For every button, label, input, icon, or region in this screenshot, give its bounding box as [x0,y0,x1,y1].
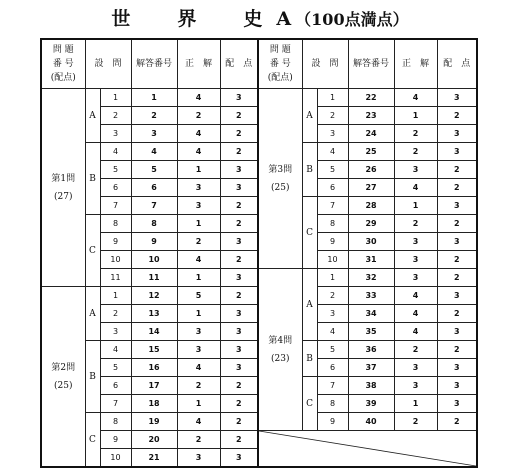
header-answer-number-right: 解答番号 [348,39,394,89]
setsumon-number: 10 [317,251,348,269]
question-label: 第4問 [268,335,293,346]
header-correct-right: 正 解 [394,39,437,89]
question-label: 第2問 [51,362,76,373]
section-label: C [85,413,100,468]
answer-number: 32 [348,269,394,287]
setsumon-number: 8 [317,395,348,413]
answer-number: 7 [131,197,177,215]
points-value: 3 [220,179,258,197]
question-score: (25) [54,380,73,391]
table-row [41,89,477,107]
answer-number: 40 [348,413,394,431]
points-value: 3 [220,305,258,323]
points-value: 3 [220,89,258,107]
question-label-cell [258,269,302,431]
setsumon-number: 7 [100,197,131,215]
answer-number: 37 [348,359,394,377]
correct-answer: 4 [394,179,437,197]
answer-number: 21 [131,449,177,468]
answer-number: 29 [348,215,394,233]
section-label: C [85,215,100,287]
correct-answer: 1 [394,197,437,215]
header-question-line: (配点) [267,73,293,83]
correct-answer: 5 [177,287,220,305]
correct-answer: 3 [394,251,437,269]
question-label-cell [258,89,302,269]
points-value: 3 [437,377,477,395]
diagonal-slash [259,431,476,466]
points-value: 2 [437,215,477,233]
points-value: 2 [220,431,258,449]
points-value: 2 [220,413,258,431]
answer-number: 19 [131,413,177,431]
points-value: 2 [437,179,477,197]
header-points-left: 配 点 [220,39,258,89]
setsumon-number: 9 [100,233,131,251]
answer-number: 10 [131,251,177,269]
table-header-row [41,39,477,89]
correct-answer: 4 [177,413,220,431]
setsumon-number: 6 [317,179,348,197]
header-setsumon-right: 設 問 [302,39,348,89]
setsumon-number: 10 [100,251,131,269]
points-value: 2 [220,377,258,395]
points-value: 3 [437,143,477,161]
header-question-number-right [258,39,302,89]
points-value: 3 [437,287,477,305]
answer-number: 31 [348,251,394,269]
setsumon-number: 5 [100,359,131,377]
correct-answer: 1 [177,395,220,413]
setsumon-number: 6 [100,377,131,395]
answer-number: 38 [348,377,394,395]
answer-number: 17 [131,377,177,395]
correct-answer: 2 [177,377,220,395]
points-value: 2 [220,143,258,161]
answer-number: 39 [348,395,394,413]
setsumon-number: 3 [100,125,131,143]
setsumon-number: 1 [100,89,131,107]
question-label: 第1問 [51,173,76,184]
setsumon-number: 3 [317,305,348,323]
correct-answer: 2 [394,341,437,359]
header-question-number-left [41,39,85,89]
answer-number: 9 [131,233,177,251]
correct-answer: 3 [177,449,220,468]
setsumon-number: 9 [100,431,131,449]
correct-answer: 2 [177,107,220,125]
answer-number: 14 [131,323,177,341]
answer-number: 12 [131,287,177,305]
correct-answer: 4 [394,323,437,341]
answer-number: 5 [131,161,177,179]
section-label: B [85,341,100,413]
points-value: 2 [437,251,477,269]
setsumon-number: 5 [317,341,348,359]
correct-answer: 1 [177,215,220,233]
correct-answer: 3 [394,269,437,287]
table-row [41,431,477,449]
correct-answer: 4 [177,89,220,107]
correct-answer: 3 [394,233,437,251]
correct-answer: 1 [177,305,220,323]
title-subject: 世 界 史 [111,8,277,30]
header-question-line: (配点) [50,73,76,83]
points-value: 2 [220,215,258,233]
points-value: 3 [437,89,477,107]
title-points: （100点満点） [295,10,409,29]
answer-number: 16 [131,359,177,377]
setsumon-number: 7 [100,395,131,413]
points-value: 2 [437,305,477,323]
setsumon-number: 1 [317,269,348,287]
points-value: 3 [437,395,477,413]
setsumon-number: 2 [100,305,131,323]
title-level: A [276,8,292,30]
answer-number: 13 [131,305,177,323]
points-value: 2 [220,107,258,125]
points-value: 2 [437,107,477,125]
question-label-cell [41,287,85,468]
answer-number: 18 [131,395,177,413]
points-value: 2 [437,341,477,359]
answer-number: 26 [348,161,394,179]
header-answer-number-left: 解答番号 [131,39,177,89]
correct-answer: 4 [394,287,437,305]
answer-number: 30 [348,233,394,251]
setsumon-number: 5 [317,161,348,179]
correct-answer: 3 [394,359,437,377]
points-value: 2 [437,161,477,179]
points-value: 2 [437,413,477,431]
answer-number: 36 [348,341,394,359]
answer-table [40,38,478,468]
setsumon-number: 5 [100,161,131,179]
table-body [41,89,477,468]
setsumon-number: 1 [317,89,348,107]
header-question-line: 問 題 [52,45,74,55]
setsumon-number: 2 [100,107,131,125]
setsumon-number: 9 [317,413,348,431]
answer-number: 33 [348,287,394,305]
answer-number: 34 [348,305,394,323]
header-question-line: 番 号 [52,59,74,69]
correct-answer: 4 [177,251,220,269]
correct-answer: 3 [177,341,220,359]
correct-answer: 1 [177,269,220,287]
section-label: B [85,143,100,215]
setsumon-number: 4 [100,143,131,161]
header-question-line: 問 題 [269,45,291,55]
points-value: 3 [437,125,477,143]
header-setsumon-left: 設 問 [85,39,131,89]
answer-number: 27 [348,179,394,197]
section-label: B [302,143,317,197]
correct-answer: 4 [177,359,220,377]
setsumon-number: 8 [317,215,348,233]
correct-answer: 1 [394,395,437,413]
points-value: 2 [220,125,258,143]
section-label: C [302,377,317,431]
answer-number: 2 [131,107,177,125]
setsumon-number: 9 [317,233,348,251]
setsumon-number: 4 [317,143,348,161]
points-value: 2 [220,287,258,305]
question-score: (27) [54,191,73,202]
header-correct-left: 正 解 [177,39,220,89]
answer-number: 11 [131,269,177,287]
answer-number: 4 [131,143,177,161]
correct-answer: 1 [394,107,437,125]
correct-answer: 4 [177,143,220,161]
correct-answer: 3 [177,323,220,341]
answer-number: 6 [131,179,177,197]
page-title [0,4,520,34]
points-value: 3 [220,161,258,179]
correct-answer: 2 [177,431,220,449]
points-value: 3 [220,233,258,251]
table-row [41,269,477,287]
answer-number: 28 [348,197,394,215]
points-value: 3 [437,197,477,215]
answer-number: 20 [131,431,177,449]
setsumon-number: 6 [100,179,131,197]
correct-answer: 2 [394,215,437,233]
correct-answer: 1 [177,161,220,179]
correct-answer: 4 [177,125,220,143]
section-label: A [85,89,100,143]
section-label: B [302,341,317,377]
setsumon-number: 3 [317,125,348,143]
correct-answer: 3 [394,377,437,395]
correct-answer: 2 [177,233,220,251]
points-value: 3 [437,359,477,377]
setsumon-number: 1 [100,287,131,305]
section-label: C [302,197,317,269]
empty-diagonal-cell [258,431,477,468]
question-label: 第3問 [268,164,293,175]
setsumon-number: 2 [317,107,348,125]
setsumon-number: 4 [317,323,348,341]
setsumon-number: 10 [100,449,131,468]
setsumon-number: 2 [317,287,348,305]
setsumon-number: 4 [100,341,131,359]
answer-number: 23 [348,107,394,125]
section-label: A [302,89,317,143]
answer-number: 22 [348,89,394,107]
answer-table-wrapper [40,38,476,468]
answer-number: 35 [348,323,394,341]
correct-answer: 2 [394,413,437,431]
correct-answer: 3 [177,179,220,197]
correct-answer: 4 [394,305,437,323]
points-value: 2 [220,251,258,269]
question-label-cell [41,89,85,287]
answer-number: 8 [131,215,177,233]
setsumon-number: 7 [317,377,348,395]
section-label: A [302,269,317,341]
correct-answer: 4 [394,89,437,107]
setsumon-number: 6 [317,359,348,377]
points-value: 2 [437,269,477,287]
correct-answer: 3 [177,197,220,215]
points-value: 3 [220,323,258,341]
question-score: (23) [271,353,290,364]
correct-answer: 2 [394,143,437,161]
header-question-line: 番 号 [269,59,291,69]
correct-answer: 3 [394,161,437,179]
setsumon-number: 8 [100,413,131,431]
setsumon-number: 8 [100,215,131,233]
header-points-right: 配 点 [437,39,477,89]
setsumon-number: 7 [317,197,348,215]
points-value: 2 [220,197,258,215]
points-value: 3 [220,269,258,287]
answer-number: 25 [348,143,394,161]
points-value: 3 [220,341,258,359]
section-label: A [85,287,100,341]
question-score: (25) [271,182,290,193]
points-value: 3 [220,449,258,468]
setsumon-number: 11 [100,269,131,287]
answer-number: 15 [131,341,177,359]
points-value: 3 [220,359,258,377]
correct-answer: 2 [394,125,437,143]
points-value: 3 [437,233,477,251]
answer-number: 1 [131,89,177,107]
answer-number: 24 [348,125,394,143]
points-value: 3 [437,323,477,341]
points-value: 2 [220,395,258,413]
setsumon-number: 3 [100,323,131,341]
answer-number: 3 [131,125,177,143]
